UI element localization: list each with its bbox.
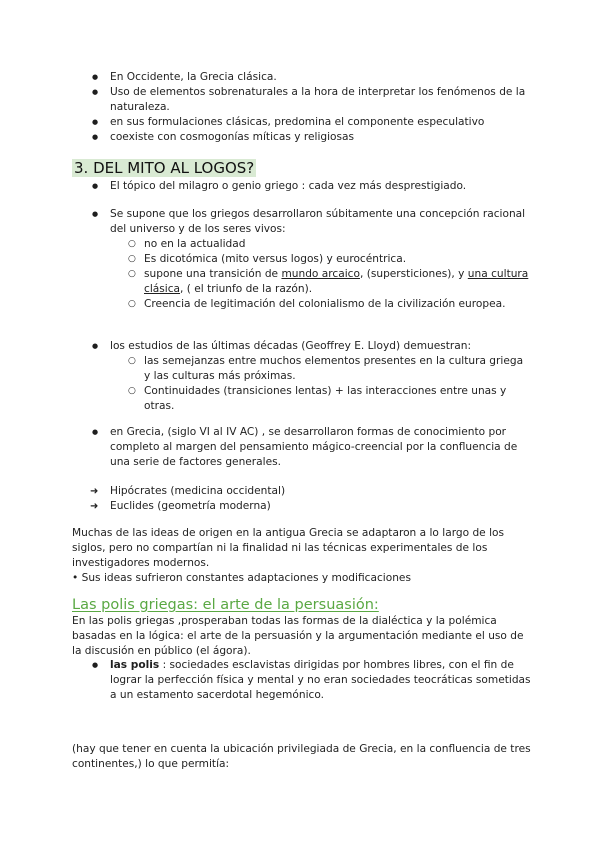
list-item: ● En Occidente, la Grecia clásica. (72, 70, 532, 85)
sub-list-item: ○ las semejanzas entre muchos elementos presentes en la cultura griega y las culturas más próximas. (72, 354, 532, 384)
sub-list-item: ○ Es dicotómica (mito versus logos) y eurocéntrica. (72, 252, 532, 267)
intro-list (72, 70, 532, 145)
arrow-item: ➜ Hipócrates (medicina occidental) (72, 484, 532, 499)
section3-list-1 (72, 179, 532, 194)
arrow-list (72, 484, 532, 514)
transition-text-pre: supone una transición de (144, 268, 282, 280)
section3-list-3 (72, 339, 532, 414)
list-item: ● los estudios de las últimas décadas (Geoffrey E. Lloyd) demuestran: (72, 339, 532, 354)
sub-list-item: ○ Continuidades (transiciones lentas) + las interacciones entre unas y otras. (72, 384, 532, 414)
paragraph-text: (hay que tener en cuenta la ubicación privilegiada de Grecia, en la confluencia de tres continentes,) lo que permitía: (72, 743, 531, 770)
bold-term: las polis (110, 659, 160, 671)
list-item: ● El tópico del milagro o genio griego : cada vez más desprestigiado. (72, 179, 532, 194)
polis-intro (72, 614, 532, 659)
list-item: ● en Grecia, (siglo VI al IV AC) , se desarrollaron formas de conocimiento por completo al margen del pensamiento mágico-creencial por la confluencia de una serie de factores generales. (72, 425, 532, 470)
list-item-text: : sociedades esclavistas dirigidas por hombres libres, con el fin de lograr la perfección física y mental y no eran sociedades teocráticas sometidas a un estamento sacerdotal hegemónico. (110, 659, 531, 701)
sub-list-item (72, 267, 532, 297)
transition-text-post: , ( el triunfo de la razón). (180, 283, 313, 295)
subsection-heading-text: Las polis griegas: el arte de la persuasión: (72, 597, 379, 613)
section-heading (72, 159, 256, 178)
underlined-term: mundo arcaico (281, 268, 360, 280)
paragraph-text: Muchas de las ideas de origen en la antigua Grecia se adaptaron a lo largo de los siglos, pero no compartían ni la finalidad ni las técnicas experimentales de los investigadores modernos. (72, 527, 505, 569)
subsection-heading (72, 596, 379, 614)
list-item: ● coexiste con cosmogonías míticas y religiosas (72, 130, 532, 145)
polis-list (72, 658, 532, 703)
arrow-item: ➜ Euclides (geometría moderna) (72, 499, 532, 514)
closing-paragraph (72, 742, 532, 772)
paragraph-text: En las polis griegas ,prosperaban todas las formas de la dialéctica y la polémica basadas en la lógica: el arte de la persuasión y la argumentación mediante el uso de la discusión en público (el ágora). (72, 615, 524, 657)
list-item: ● Se supone que los griegos desarrollaron súbitamente una concepción racional del universo y de los seres vivos: (72, 207, 532, 237)
transition-text-mid: , (supersticiones), y (359, 268, 468, 280)
paragraph (72, 526, 532, 586)
list-item (72, 658, 532, 703)
sub-list-item: ○ no en la actualidad (72, 237, 532, 252)
sub-list-item: ○ Creencia de legitimación del colonialismo de la civilización europea. (72, 297, 532, 312)
section-heading-text: 3. DEL MITO AL LOGOS? (74, 159, 255, 177)
list-item: ● Uso de elementos sobrenaturales a la hora de interpretar los fenómenos de la naturaleza. (72, 85, 532, 115)
underlined-term: una cultura clásica (144, 268, 529, 295)
paragraph-text: • Sus ideas sufrieron constantes adaptaciones y modificaciones (72, 572, 411, 584)
section3-list-4 (72, 425, 532, 470)
list-item: ● en sus formulaciones clásicas, predomina el componente especulativo (72, 115, 532, 130)
section3-list-2 (72, 207, 532, 312)
